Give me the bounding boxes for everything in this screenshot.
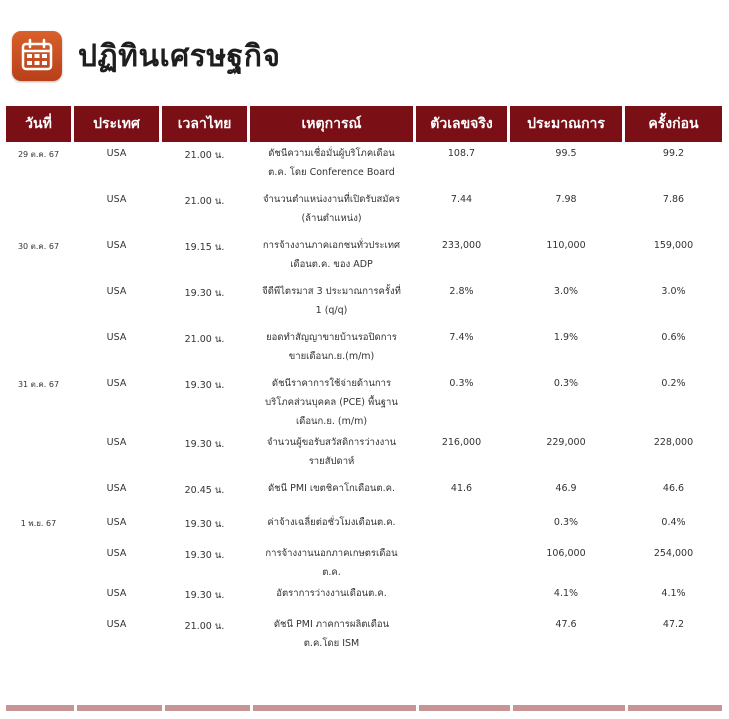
country-cell: USA	[74, 431, 162, 477]
country-cell: USA	[74, 511, 162, 542]
forecast-cell: 4.1%	[510, 582, 625, 613]
economic-calendar-table	[6, 106, 722, 663]
header-actual: ตัวเลขจริง	[416, 106, 510, 142]
header-time: เวลาไทย	[162, 106, 250, 142]
previous-cell: 47.2	[662, 619, 685, 630]
actual-cell	[416, 582, 510, 613]
time-cell: 19.30 น.	[162, 280, 250, 326]
country-cell: USA	[74, 280, 162, 326]
time-cell: 19.30 น.	[162, 582, 250, 613]
actual-cell	[416, 511, 510, 542]
header-event: เหตุการณ์	[250, 106, 416, 142]
table-row	[6, 234, 722, 280]
header-forecast: ประมาณการ	[510, 106, 625, 142]
date-cell	[6, 582, 74, 613]
table-row	[6, 280, 722, 326]
country-cell: USA	[74, 188, 162, 234]
forecast-cell: 106,000	[510, 542, 625, 582]
forecast-cell: 110,000	[510, 234, 625, 280]
country-cell: USA	[74, 542, 162, 582]
table-row	[6, 511, 722, 542]
actual-cell: 7.44	[416, 188, 510, 234]
footer-segment	[419, 705, 510, 711]
calendar-icon	[12, 31, 62, 81]
page-header	[12, 28, 280, 84]
date-cell	[6, 542, 74, 582]
date-cell: 30 ต.ค. 67	[6, 234, 74, 280]
forecast-cell: 99.5	[510, 142, 625, 188]
date-cell: 29 ต.ค. 67	[6, 142, 74, 188]
time-cell: 21.00 น.	[162, 188, 250, 234]
country-cell: USA	[74, 582, 162, 613]
table-row	[6, 431, 722, 477]
footer-segment	[165, 705, 250, 711]
table-row	[6, 326, 722, 372]
table-row	[6, 582, 722, 613]
time-cell: 21.00 น.	[162, 142, 250, 188]
event-cell: ดัชนี PMI ภาคการผลิตเดือนต.ค.โดย ISM	[250, 613, 416, 663]
date-cell	[6, 613, 74, 663]
actual-cell: 7.4%	[416, 326, 510, 372]
event-cell: ยอดทำสัญญาขายบ้านรอปิดการขายเดือนก.ย.(m/m)	[250, 326, 416, 372]
event-cell: ดัชนี PMI เขตชิคาโกเดือนต.ค.	[250, 477, 416, 511]
previous-cell: 3.0%	[661, 286, 686, 297]
table-row	[6, 142, 722, 188]
country-cell: USA	[74, 613, 162, 663]
table-row	[6, 542, 722, 582]
event-cell: ดัชนีราคาการใช้จ่ายด้านการบริโภคส่วนบุคคล (PCE) พื้นฐานเดือนก.ย. (m/m)	[250, 372, 416, 431]
previous-cell: 0.2%	[661, 378, 686, 389]
event-cell: การจ้างงานนอกภาคเกษตรเดือนต.ค.	[250, 542, 416, 582]
event-cell: จีดีพีไตรมาส 3 ประมาณการครั้งที่ 1 (q/q)	[250, 280, 416, 326]
forecast-cell: 1.9%	[510, 326, 625, 372]
date-cell	[6, 188, 74, 234]
page-title: ปฏิทินเศรษฐกิจ	[78, 38, 281, 74]
date-cell	[6, 326, 74, 372]
forecast-cell: 229,000	[510, 431, 625, 477]
time-cell: 20.45 น.	[162, 477, 250, 511]
table-row	[6, 613, 722, 663]
event-cell: ดัชนีความเชื่อมั่นผู้บริโภคเดือนต.ค. โดย Conference Board	[250, 142, 416, 188]
table-row	[6, 188, 722, 234]
header-previous: ครั้งก่อน	[625, 106, 722, 142]
forecast-cell: 3.0%	[510, 280, 625, 326]
footer-segment	[628, 705, 722, 711]
date-cell: 1 พ.ย. 67	[6, 511, 74, 542]
table-row	[6, 372, 722, 431]
time-cell: 21.00 น.	[162, 613, 250, 663]
date-cell: 31 ต.ค. 67	[6, 372, 74, 431]
actual-cell: 0.3%	[416, 372, 510, 431]
time-cell: 19.30 น.	[162, 372, 250, 431]
date-cell	[6, 477, 74, 511]
previous-cell: 0.6%	[661, 332, 686, 343]
date-cell	[6, 431, 74, 477]
country-cell: USA	[74, 372, 162, 431]
footer-segment	[77, 705, 162, 711]
country-cell: USA	[74, 234, 162, 280]
event-cell: การจ้างงานภาคเอกชนทั่วประเทศเดือนต.ค. ของ ADP	[250, 234, 416, 280]
table-footer-bar	[6, 705, 722, 711]
country-cell: USA	[74, 477, 162, 511]
actual-cell: 216,000	[416, 431, 510, 477]
date-cell	[6, 280, 74, 326]
previous-cell: 159,000	[653, 240, 694, 251]
previous-cell: 99.2	[662, 148, 685, 159]
time-cell: 19.30 น.	[162, 511, 250, 542]
country-cell: USA	[74, 142, 162, 188]
table-header-row	[6, 106, 722, 142]
previous-cell: 228,000	[653, 437, 694, 448]
footer-segment	[513, 705, 625, 711]
actual-cell: 2.8%	[416, 280, 510, 326]
forecast-cell: 47.6	[510, 613, 625, 663]
time-cell: 19.30 น.	[162, 542, 250, 582]
header-country: ประเทศ	[74, 106, 162, 142]
time-cell: 21.00 น.	[162, 326, 250, 372]
previous-cell: 0.4%	[661, 517, 686, 528]
previous-cell: 4.1%	[661, 588, 686, 599]
forecast-cell: 0.3%	[510, 372, 625, 431]
actual-cell: 41.6	[416, 477, 510, 511]
country-cell: USA	[74, 326, 162, 372]
event-cell: อัตราการว่างงานเดือนต.ค.	[250, 582, 416, 613]
previous-cell: 46.6	[662, 483, 685, 494]
previous-cell: 254,000	[653, 548, 694, 559]
footer-segment	[6, 705, 74, 711]
footer-segment	[253, 705, 416, 711]
time-cell: 19.30 น.	[162, 431, 250, 477]
table-row	[6, 477, 722, 511]
previous-cell: 7.86	[662, 194, 685, 205]
time-cell: 19.15 น.	[162, 234, 250, 280]
event-cell: ค่าจ้างเฉลี่ยต่อชั่วโมงเดือนต.ค.	[250, 511, 416, 542]
event-cell: จำนวนตำแหน่งงานที่เปิดรับสมัคร (ล้านตำแหน่ง)	[250, 188, 416, 234]
header-date: วันที่	[6, 106, 74, 142]
actual-cell	[416, 613, 510, 663]
forecast-cell: 0.3%	[510, 511, 625, 542]
forecast-cell: 7.98	[510, 188, 625, 234]
event-cell: จำนวนผู้ขอรับสวัสดิการว่างงานรายสัปดาห์	[250, 431, 416, 477]
actual-cell: 233,000	[416, 234, 510, 280]
actual-cell	[416, 542, 510, 582]
actual-cell: 108.7	[416, 142, 510, 188]
forecast-cell: 46.9	[510, 477, 625, 511]
